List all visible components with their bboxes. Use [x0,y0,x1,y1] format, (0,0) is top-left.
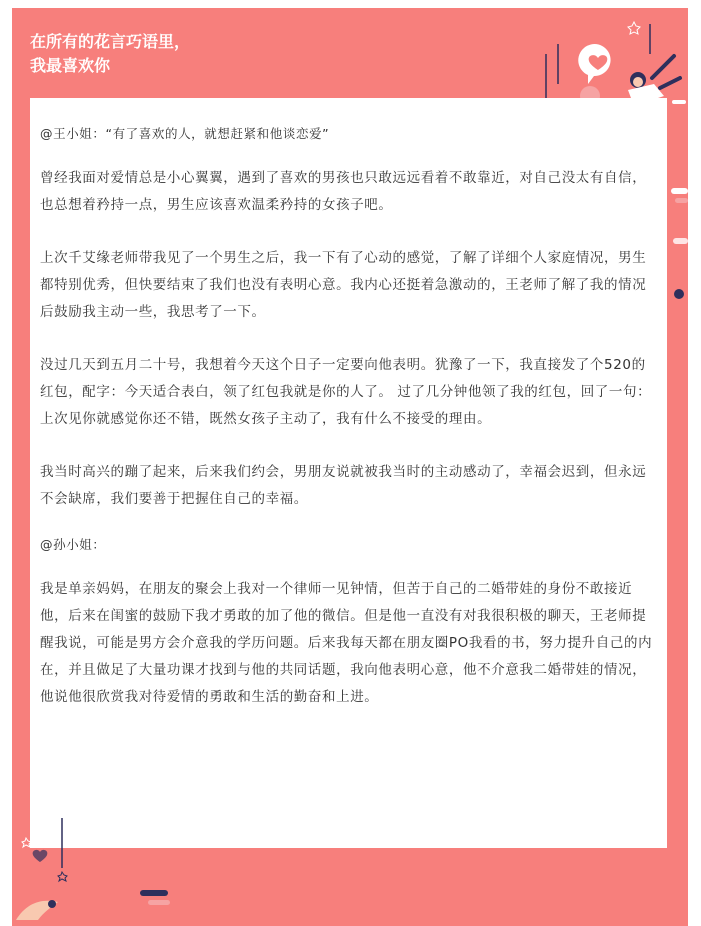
paragraph-4: 没过几天到五月二十号，我想着今天这个日子一定要向他表明。犹豫了一下，我直接发了个520的红包，配字：今天适合表白，领了红包我就是你的人了。 过了几分钟他领了我的红包，回了一句：上次见你就感觉你还不错，既然女孩子主动了，我有什么不接受的理由。 [40,357,652,427]
article-body [40,120,658,737]
article-card [30,98,667,848]
bottom-decoration-icon [12,808,212,926]
header-title-line1: 在所有的花言巧语里， [30,32,191,51]
paragraph-7: 我是单亲妈妈，在朋友的聚会上我对一个律师一见钟情，但苦于自己的二婚带娃的身份不敢接近他，后来在闺蜜的鼓励下我才勇敢的加了他的微信。但是他一直没有对我很积极的聊天，王老师提醒我说，可能是男方会介意我的学历问题。后来我每天都在朋友圈PO我看的书，努力提升自己的内在，并且做足了大量功课才找到与他的共同话题，我向他表明心意，他不介意我二婚带娃的情况，他说他很欣赏我对待爱情的勇敢和生活的勤奋和上进。 [40,581,653,705]
paragraph-5: 我当时高兴的蹦了起来，后来我们约会，男朋友说就被我当时的主动感动了，幸福会迟到，但永远不会缺席，我们要善于把握住自己的幸福。 [40,464,647,507]
poster-frame [12,8,688,926]
paragraph-testimonial-wang-title: @王小姐：“有了喜欢的人，就想赶紧和他谈恋爱” [40,126,330,141]
header-title-line2: 我最喜欢你 [30,56,111,75]
paragraph-testimonial-sun-title: @孙小姐： [40,537,106,552]
header-title [30,30,190,78]
side-decoration-icon [667,168,688,468]
paragraph-3: 上次千艾缘老师带我见了一个男生之后，我一下有了心动的感觉，了解了详细个人家庭情况，男生都特别优秀，但快要结束了我们也没有表明心意。我内心还挺着急激动的，王老师了解了我的情况后鼓励我主动一些，我思考了一下。 [40,250,647,320]
paragraph-2: 曾经我面对爱情总是小心翼翼，遇到了喜欢的男孩也只敢远远看着不敢靠近，对自己没太有自信，也总想着矜持一点，男生应该喜欢温柔矜持的女孩子吧。 [40,170,647,213]
